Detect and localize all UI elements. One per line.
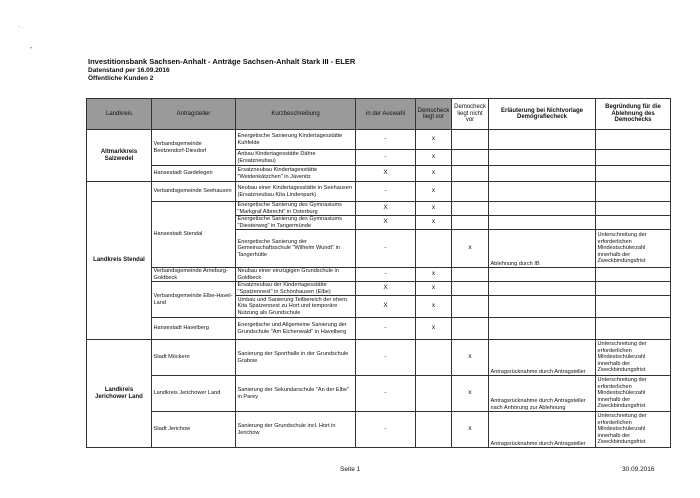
auswahl-cell: X [356,216,416,230]
kurz-cell: Energetische Sanierung Kindertagesstätte Kuhfelde [236,130,356,150]
erlaeuterung-cell [489,166,596,182]
col-begruendung: Begründung für die Ablehnung des Demochecks [596,99,671,130]
auswahl-cell: - [356,340,416,376]
democheck-nicht-cell [452,216,489,230]
auswahl-cell: - [356,376,416,412]
auswahl-cell: - [356,318,416,340]
erlaeuterung-cell [489,130,596,150]
democheck-vor-cell: x [416,130,452,150]
democheck-vor-cell: x [416,202,452,216]
begruendung-cell [596,268,671,282]
begruendung-cell: Unterschreitung der erforderlichen Mindestschülerzahl innerhalb der Zweckbindungsfrist [596,230,671,268]
democheck-nicht-cell [452,296,489,318]
applications-table [86,98,671,448]
antragsteller-cell: Landkreis Jerichower Land [152,376,236,412]
landkreis-cell: Landkreis Stendal [87,182,152,340]
democheck-nicht-cell [452,202,489,216]
democheck-vor-cell: x [416,282,452,296]
democheck-nicht-cell [452,182,489,202]
col-democheck-nicht-vor: Democheck liegt nicht vor [452,99,489,130]
table-row [87,268,671,282]
table-row [87,282,671,296]
kurz-cell: Energetische und Allgemeine Sanierung der Grundschule "Am Eichenwald" in Havelberg [236,318,356,340]
antragsteller-cell: Verbandsgemeinde Seehausen [152,182,236,202]
auswahl-cell: - [356,130,416,150]
erlaeuterung-cell [489,282,596,296]
kurz-cell: Energetische Sanierung des Gymnasiums "Markgraf Albrecht" in Osterburg [236,202,356,216]
democheck-vor-cell: x [416,182,452,202]
democheck-vor-cell: x [416,318,452,340]
begruendung-cell [596,166,671,182]
table-row [87,340,671,376]
begruendung-cell [596,150,671,166]
table-row [87,318,671,340]
democheck-vor-cell [416,340,452,376]
erlaeuterung-cell [489,182,596,202]
democheck-nicht-cell [452,282,489,296]
table-row [87,412,671,448]
democheck-nicht-cell: x [452,376,489,412]
kurz-cell: Energetische Sanierung des Gymnasiums "Diesterweg" in Tangermünde [236,216,356,230]
col-kurzbeschreibung: Kurzbeschreibung [236,99,356,130]
democheck-nicht-cell [452,318,489,340]
kurz-cell: Sanierung der Sekundarschule "An der Elbe" in Parey [236,376,356,412]
table-header-row [87,99,671,130]
erlaeuterung-cell [489,216,596,230]
democheck-nicht-cell: x [452,412,489,448]
col-erlaeuterung: Erläuterung bei Nichtvorlage Demografiecheck [489,99,596,130]
erlaeuterung-cell [489,150,596,166]
table-row [87,130,671,150]
democheck-nicht-cell [452,268,489,282]
kurz-cell: Ersatzneubau der Kindertagesstätte "Spatzennest" in Schönhausen (Elbe) [236,282,356,296]
kurz-cell: Energetische Sanierung der Gemeinschaftsschule "Wilhelm Wundt" in Tangerhütte [236,230,356,268]
democheck-nicht-cell [452,130,489,150]
table-row [87,166,671,182]
col-auswahl: in der Auswahl [356,99,416,130]
democheck-vor-cell: x [416,216,452,230]
footer-date: 30.09.2016 [622,466,655,473]
antragsteller-cell: Stadt Möckern [152,340,236,376]
page-number: Seite 1 [340,466,361,473]
auswahl-cell: X [356,166,416,182]
auswahl-cell: - [356,150,416,166]
begruendung-cell [596,296,671,318]
col-landkreis: Landkreis [87,99,152,130]
democheck-vor-cell: x [416,268,452,282]
begruendung-cell [596,216,671,230]
democheck-nicht-cell: x [452,230,489,268]
table-row [87,376,671,412]
antragsteller-cell: Hansestadt Stendal [152,202,236,268]
date-line: Datenstand per 16.09.2016 [88,66,170,74]
begruendung-cell [596,282,671,296]
begruendung-cell [596,202,671,216]
kurz-cell: Ersatzneubau Kindertagesstätte "Weidenkätzchen" in Jävenitz [236,166,356,182]
auswahl-cell: - [356,230,416,268]
antragsteller-cell: Hansestadt Havelberg [152,318,236,340]
erlaeuterung-cell: Antragsrücknahme durch Antragsteller [489,412,596,448]
document-title: Investitionsbank Sachsen-Anhalt - Anträge Sachsen-Anhalt Stark III - ELER [88,57,356,66]
erlaeuterung-cell [489,202,596,216]
landkreis-cell: Landkreis Jerichower Land [87,340,152,448]
democheck-vor-cell: x [416,166,452,182]
democheck-vor-cell: x [416,150,452,166]
democheck-vor-cell [416,412,452,448]
auswahl-cell: X [356,282,416,296]
democheck-nicht-cell [452,150,489,166]
scan-mark: - . [18,24,24,30]
kurz-cell: Anbau Kindertagesstätte Dähre (Ersatzneubau) [236,150,356,166]
landkreis-cell: Altmarkkreis Salzwedel [87,130,152,182]
antragsteller-cell: Stadt Jerichow [152,412,236,448]
begruendung-cell [596,182,671,202]
auswahl-cell: X [356,296,416,318]
auswahl-cell: - [356,182,416,202]
table-row [87,202,671,216]
kurz-cell: Umbau und Sanierung Teilbereich der ehem. Kita Spatzennest zu Hort und temporäre Nutzung als Grundschule [236,296,356,318]
table-row [87,182,671,202]
auswahl-cell: - [356,268,416,282]
erlaeuterung-cell [489,268,596,282]
begruendung-cell: Unterschreitung der erforderlichen Mindestschülerzahl innerhalb der Zweckbindungsfrist [596,412,671,448]
kurz-cell: Neubau einer einzügigen Grundschule in Goldbeck [236,268,356,282]
document-header [88,58,355,84]
begruendung-cell: Unterschreitung der erforderlichen Mindestschülerzahl innerhalb der Zweckbindungsfrist [596,340,671,376]
democheck-nicht-cell: x [452,340,489,376]
begruendung-cell [596,130,671,150]
scan-mark: • [30,46,33,52]
kurz-cell: Sanierung der Grundschule incl. Hort in Jerichow [236,412,356,448]
auswahl-cell: X [356,202,416,216]
democheck-nicht-cell [452,166,489,182]
erlaeuterung-cell [489,296,596,318]
begruendung-cell [596,318,671,340]
antragsteller-cell: Hansestadt Gardelegen [152,166,236,182]
col-democheck-vor: Democheck liegt vor [416,99,452,130]
document-subtitle: Öffentliche Kunden 2 [88,75,154,82]
democheck-vor-cell: x [416,296,452,318]
col-antragsteller: Antragsteller [152,99,236,130]
democheck-vor-cell [416,376,452,412]
antragsteller-cell: Verbandsgemeinde Beetzendorf-Diesdorf [152,130,236,166]
kurz-cell: Neubau einer Kindertagesstätte in Seehausen (Ersatzneubau Kita Lindenpark) [236,182,356,202]
erlaeuterung-cell [489,318,596,340]
kurz-cell: Sanierung der Sporthalle in der Grundschule Grabow [236,340,356,376]
erlaeuterung-cell: Ablehnung durch IB [489,230,596,268]
democheck-vor-cell [416,230,452,268]
antragsteller-cell: Verbandsgemeinde Arneburg-Goldbeck [152,268,236,282]
antragsteller-cell: Verbandsgemeinde Elbe-Havel-Land [152,282,236,318]
begruendung-cell: Unterschreitung der erforderlichen Mindestschülerzahl innerhalb der Zweckbindungsfrist [596,376,671,412]
erlaeuterung-cell: Antragsrücknahme durch Antragsteller nach Anhörung zur Ablehnung [489,376,596,412]
auswahl-cell: - [356,412,416,448]
erlaeuterung-cell: Antragsrücknahme durch Antragsteller [489,340,596,376]
